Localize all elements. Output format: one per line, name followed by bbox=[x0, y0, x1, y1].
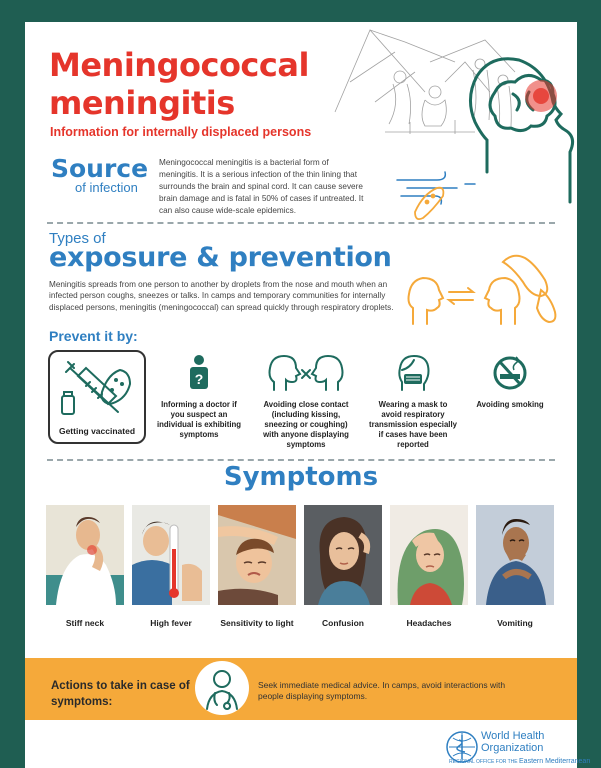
doctor-info-icon bbox=[184, 354, 214, 392]
symptom-label: High fever bbox=[150, 618, 192, 628]
prevent-item-avoid-contact bbox=[261, 354, 351, 450]
symptom-label: Stiff neck bbox=[65, 618, 105, 628]
prevent-title: Prevent it by: bbox=[49, 328, 138, 344]
symptom-stiff-neck bbox=[46, 505, 124, 628]
section-divider bbox=[47, 459, 555, 461]
actions-text: Seek immediate medical advice. In camps, avoid interactions with people displaying symptoms. bbox=[258, 680, 506, 701]
vomiting-illustration bbox=[476, 505, 554, 605]
who-name: World Health Organization bbox=[481, 730, 545, 754]
sensitivity-to-light-illustration bbox=[218, 505, 296, 605]
source-title: Source bbox=[51, 154, 149, 183]
person-left-icon bbox=[409, 278, 444, 324]
prevent-item-label: Getting vaccinated bbox=[58, 426, 136, 436]
high-fever-illustration bbox=[132, 505, 210, 605]
person-right-icon bbox=[485, 278, 520, 324]
actions-banner bbox=[25, 658, 577, 720]
no-smoking-icon bbox=[492, 354, 528, 392]
source-subtitle: of infection bbox=[75, 180, 138, 195]
vaccine-icon bbox=[50, 352, 144, 424]
section-divider bbox=[47, 222, 555, 224]
symptom-headaches bbox=[390, 505, 468, 628]
who-region: REGIONAL OFFICE FOR THE Eastern Mediterranean bbox=[449, 758, 591, 765]
prevent-item-mask bbox=[368, 354, 458, 450]
prevent-item-label: Avoiding smoking bbox=[476, 400, 544, 409]
exposure-title-small: Types of bbox=[49, 230, 106, 247]
mask-icon bbox=[396, 354, 430, 392]
prevent-item-vaccination bbox=[48, 350, 146, 444]
actions-title: Actions to take in case of symptoms: bbox=[51, 680, 190, 708]
symptom-high-fever bbox=[132, 505, 210, 628]
symptom-label: Headaches bbox=[406, 618, 452, 628]
head-brain-icon bbox=[470, 59, 572, 202]
stiff-neck-illustration bbox=[46, 505, 124, 605]
avoid-contact-icon bbox=[266, 354, 346, 392]
transmission-illustration bbox=[403, 250, 573, 332]
who-logo bbox=[425, 728, 591, 768]
headaches-illustration bbox=[390, 505, 468, 605]
prevent-item-inform-doctor bbox=[154, 354, 244, 440]
exposure-text: Meningitis spreads from one person to another by droplets from the nose and mouth when an infected person coughs, sneezes or talks. In camps and temporary communities for internally displaced persons, meningitis (meningococcal) can spread quickly through respiratory droplets. bbox=[49, 280, 394, 312]
svg-text:?: ? bbox=[194, 371, 204, 387]
page-title: Meningococcal meningitis bbox=[49, 46, 309, 122]
symptom-label: Sensitivity to light bbox=[220, 618, 294, 628]
symptoms-title: Symptoms bbox=[223, 462, 379, 492]
prevent-item-label: Avoiding close contact (including kissing, sneezing or coughing) with anyone displaying symptoms bbox=[263, 400, 349, 449]
symptom-sensitivity-to-light bbox=[218, 505, 296, 628]
confusion-illustration bbox=[304, 505, 382, 605]
source-text: Meningococcal meningitis is a bacterial form of meningitis. It is a serious infection of the thin lining that surrounds the brain and spinal cord. It can cause severe brain damage and is fatal in 50% of cases if untreated. It can also cause wide-scale epidemics. bbox=[159, 158, 364, 215]
poster bbox=[25, 22, 591, 768]
symptom-vomiting bbox=[476, 505, 554, 628]
symptom-label: Vomiting bbox=[497, 618, 533, 628]
exposure-title: exposure & prevention bbox=[49, 242, 392, 273]
symptom-label: Confusion bbox=[321, 618, 365, 628]
symptom-confusion bbox=[304, 505, 382, 628]
exchange-arrows-icon bbox=[449, 288, 473, 304]
prevent-item-label: Informing a doctor if you suspect an individual is exhibiting symptoms bbox=[156, 400, 242, 439]
prevent-item-no-smoking bbox=[465, 354, 555, 410]
doctor-icon bbox=[195, 661, 249, 715]
camp-sketch-illustration bbox=[335, 30, 515, 134]
prevent-item-label: Wearing a mask to avoid respiratory transmission especially if cases have been reported bbox=[369, 400, 457, 449]
doctor-avatar bbox=[195, 661, 249, 715]
bacteria-icon bbox=[415, 188, 443, 219]
page-subtitle: Information for internally displaced persons bbox=[50, 125, 312, 139]
